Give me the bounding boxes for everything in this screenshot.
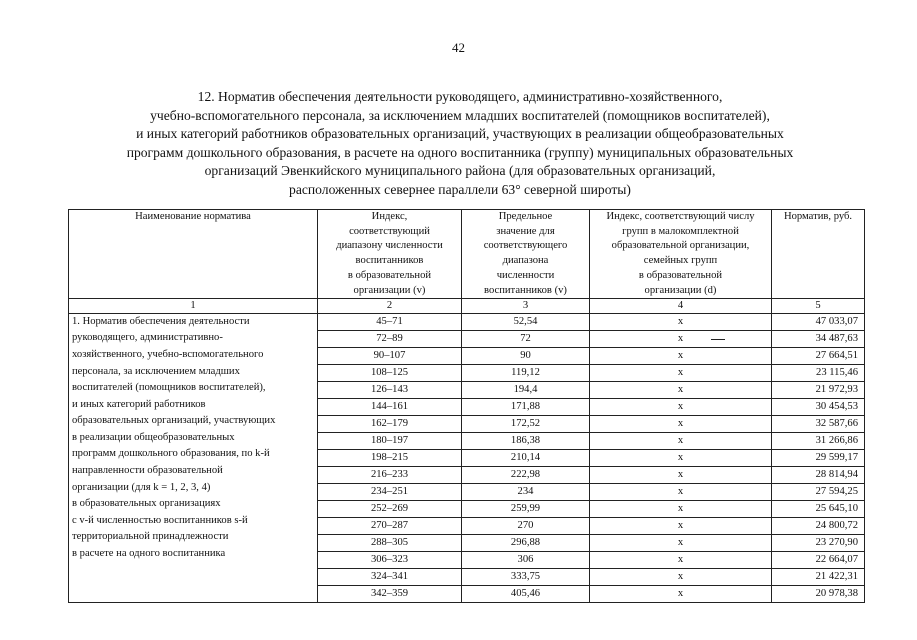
column-number: 4 [590, 299, 772, 314]
index-d-cell: x [590, 517, 772, 534]
column-header-line: Наименование норматива [135, 211, 251, 222]
range-cell: 108–125 [318, 364, 462, 381]
column-header-line: диапазону численности [336, 240, 443, 252]
norm-name-line: образовательных организаций, участвующих [72, 415, 276, 427]
norm-value-cell: 47 033,07 [772, 313, 865, 330]
heading-line: и иных категорий работников образовательных организаций, участвующих в реализации общеобразовательных [136, 126, 784, 142]
norm-value-cell: 20 978,38 [772, 585, 865, 602]
limit-cell: 119,12 [462, 364, 590, 381]
column-header-line: организации (d) [644, 284, 717, 296]
page-number: 42 [452, 40, 465, 55]
norm-value-cell: 21 972,93 [772, 381, 865, 398]
limit-cell: 234 [462, 483, 590, 500]
limit-cell: 259,99 [462, 500, 590, 517]
norm-name-line: организации (для k = 1, 2, 3, 4) [72, 481, 211, 493]
column-header-line: семейных групп [643, 255, 718, 267]
column-header-line: Индекс, [371, 211, 408, 222]
range-cell: 324–341 [318, 568, 462, 585]
limit-cell: 186,38 [462, 432, 590, 449]
column-header [462, 210, 590, 299]
index-d-cell: x [590, 432, 772, 449]
norm-value-cell: 21 422,31 [772, 568, 865, 585]
index-d-cell: x [590, 585, 772, 602]
column-number: 5 [772, 299, 865, 314]
limit-cell: 172,52 [462, 415, 590, 432]
range-cell: 90–107 [318, 347, 462, 364]
limit-cell: 90 [462, 347, 590, 364]
column-number-row [69, 299, 865, 314]
document-heading [60, 88, 860, 200]
index-d-cell: x [590, 466, 772, 483]
range-cell: 252–269 [318, 500, 462, 517]
limit-cell: 296,88 [462, 534, 590, 551]
norm-value-cell: 28 814,94 [772, 466, 865, 483]
norm-value-cell: 30 454,53 [772, 398, 865, 415]
range-cell: 72–89 [318, 330, 462, 347]
heading-line: 12. Норматив обеспечения деятельности руководящего, административно-хозяйственного, [197, 89, 723, 104]
norm-value-cell: 27 594,25 [772, 483, 865, 500]
range-cell: 198–215 [318, 449, 462, 466]
norm-name-line: программ дошкольного образования, по k-й [72, 448, 270, 460]
column-header-line: групп в малокомплектной [622, 225, 739, 237]
handwritten-dash-mark [711, 339, 725, 340]
norm-name-line: в реализации общеобразовательных [72, 431, 235, 443]
limit-cell: 270 [462, 517, 590, 534]
column-number: 3 [462, 299, 590, 314]
norm-value-cell: 23 115,46 [772, 364, 865, 381]
table-header-row [69, 210, 865, 299]
column-header-line: численности [496, 269, 555, 281]
index-d-cell: x [590, 381, 772, 398]
index-d-cell: x [590, 568, 772, 585]
limit-cell: 306 [462, 551, 590, 568]
range-cell: 180–197 [318, 432, 462, 449]
heading-line: программ дошкольного образования, в расчете на одного воспитанника (группу) муниципальных образовательных [126, 144, 794, 160]
norm-value-cell: 24 800,72 [772, 517, 865, 534]
column-header-line: диапазона [502, 255, 549, 267]
range-cell: 306–323 [318, 551, 462, 568]
norm-value-cell: 34 487,63 [772, 330, 865, 347]
limit-cell: 194,4 [462, 381, 590, 398]
index-d-cell: x [590, 449, 772, 466]
index-d-cell: x [590, 500, 772, 517]
norm-value-cell: 29 599,17 [772, 449, 865, 466]
norm-value-cell: 22 664,07 [772, 551, 865, 568]
limit-cell: 405,46 [462, 585, 590, 602]
column-header-line: Индекс, соответствующий числу [606, 211, 755, 222]
column-header-line: значение для [496, 225, 555, 237]
index-d-cell: x [590, 398, 772, 415]
index-d-cell: x [590, 415, 772, 432]
norm-name-line: и иных категорий работников [72, 398, 206, 410]
column-header-line: соответствующего [483, 240, 568, 252]
limit-cell: 210,14 [462, 449, 590, 466]
index-d-cell: x [590, 364, 772, 381]
index-d-cell: x [590, 330, 772, 347]
table-row [69, 313, 865, 330]
index-d-cell: x [590, 347, 772, 364]
column-header-line: соответствующий [349, 225, 430, 237]
norm-value-cell: 25 645,10 [772, 500, 865, 517]
limit-cell: 171,88 [462, 398, 590, 415]
column-number: 2 [318, 299, 462, 314]
column-header-line: Предельное [498, 211, 553, 222]
column-header-line: организации (v) [353, 284, 426, 296]
range-cell: 270–287 [318, 517, 462, 534]
norm-name-line: персонала, за исключением младших [72, 365, 240, 377]
heading-line: учебно-вспомогательного персонала, за исключением младших воспитателей (помощников воспитателей), [150, 107, 770, 123]
column-header [69, 210, 318, 299]
range-cell: 144–161 [318, 398, 462, 415]
limit-cell: 333,75 [462, 568, 590, 585]
range-cell: 126–143 [318, 381, 462, 398]
norm-value-cell: 23 270,90 [772, 534, 865, 551]
column-header [590, 210, 772, 299]
norm-name-cell [69, 313, 318, 602]
index-d-cell: x [590, 551, 772, 568]
column-header-line: в образовательной [347, 269, 432, 281]
index-d-cell: x [590, 483, 772, 500]
limit-cell: 72 [462, 330, 590, 347]
column-header [772, 210, 865, 299]
column-header-line: в образовательной [638, 269, 723, 281]
column-header-line: воспитанников (v) [484, 284, 567, 296]
norm-name-line: 1. Норматив обеспечения деятельности [72, 315, 250, 327]
range-cell: 342–359 [318, 585, 462, 602]
limit-cell: 52,54 [462, 313, 590, 330]
norm-name-line: в расчете на одного воспитанника [72, 548, 226, 560]
norm-name-line: воспитателей (помощников воспитателей), [72, 382, 266, 394]
index-d-cell: x [590, 534, 772, 551]
range-cell: 234–251 [318, 483, 462, 500]
norm-name-line: территориальной принадлежности [72, 531, 229, 543]
range-cell: 216–233 [318, 466, 462, 483]
norm-value-cell: 32 587,66 [772, 415, 865, 432]
norm-value-cell: 31 266,86 [772, 432, 865, 449]
norm-name-line: с v-й численностью воспитанников s-й [72, 514, 248, 526]
heading-line: организаций Эвенкийского муниципального района (для образовательных организаций, [204, 163, 716, 179]
column-header-line: воспитанников [355, 255, 424, 267]
heading-line: расположенных севернее параллели 63° северной широты) [289, 181, 631, 197]
column-header-line: Норматив, руб. [783, 211, 853, 222]
column-number: 1 [69, 299, 318, 314]
range-cell: 45–71 [318, 313, 462, 330]
norm-name-line: хозяйственного, учебно-вспомогательного [72, 348, 264, 360]
range-cell: 288–305 [318, 534, 462, 551]
norm-name-line: руководящего, административно- [72, 332, 223, 344]
limit-cell: 222,98 [462, 466, 590, 483]
norm-value-cell: 27 664,51 [772, 347, 865, 364]
column-header [318, 210, 462, 299]
norm-name-line: в образовательных организациях [72, 498, 221, 510]
range-cell: 162–179 [318, 415, 462, 432]
column-header-line: образовательной организации, [611, 240, 750, 252]
norm-name-line: направленности образовательной [72, 465, 223, 477]
index-d-cell: x [590, 313, 772, 330]
norms-table [68, 209, 865, 603]
